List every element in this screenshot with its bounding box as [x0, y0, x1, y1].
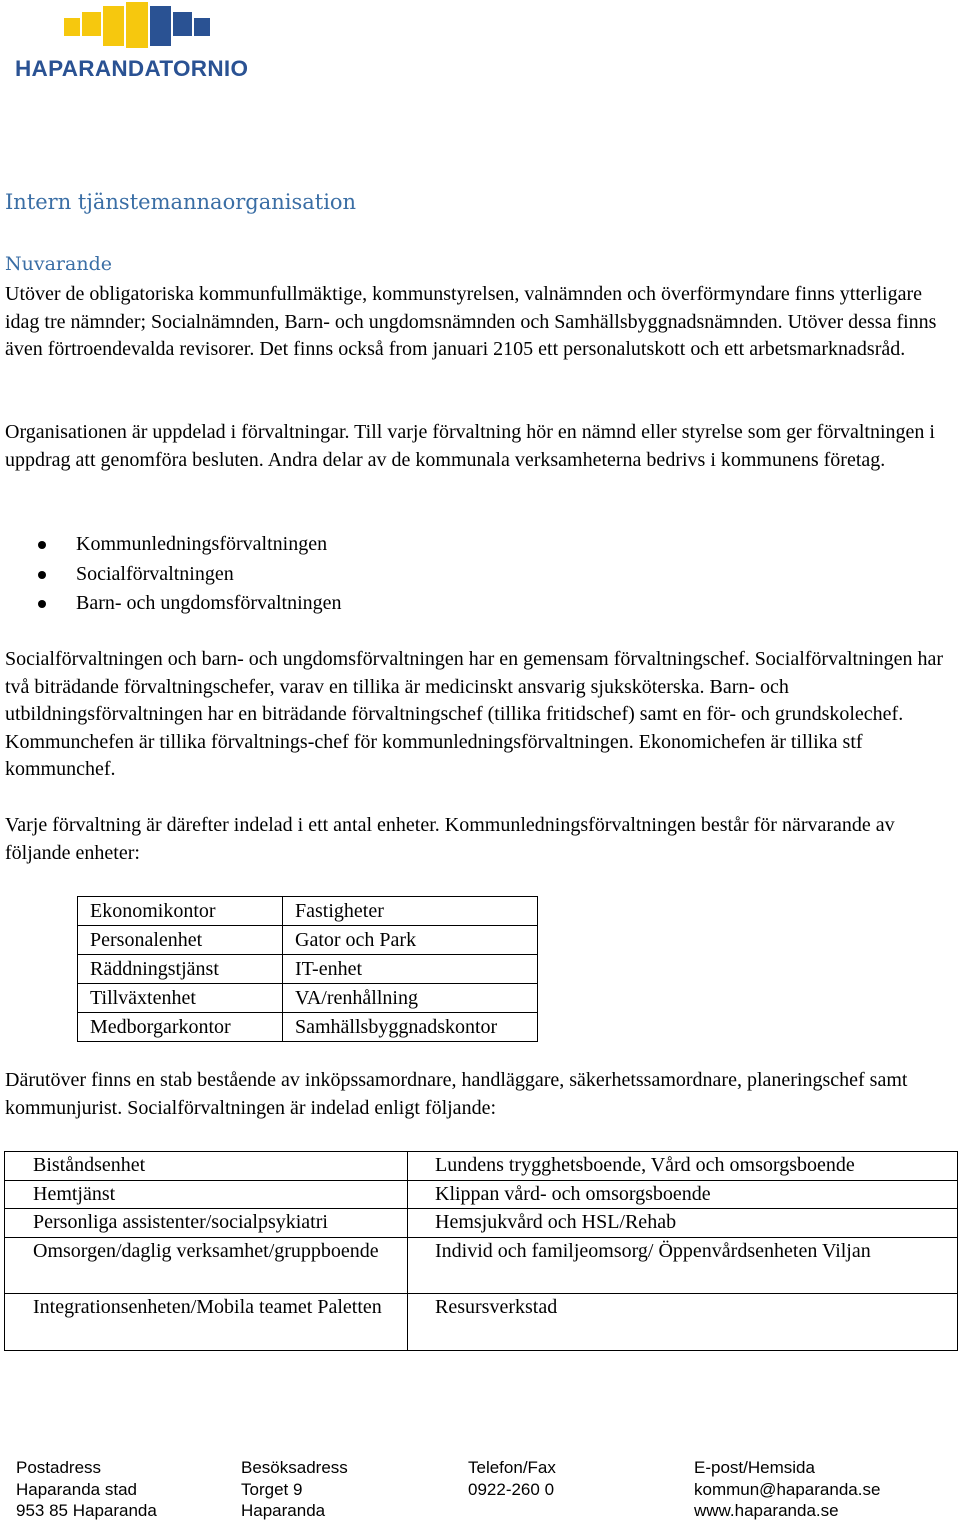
footer-web: E-post/Hemsida kommun@haparanda.se www.haparanda.se [694, 1458, 881, 1521]
social-services-table [4, 1151, 958, 1351]
table-row: Personliga assistenter/socialpsykiatri Hemsjukvård och HSL/Rehab [5, 1209, 958, 1238]
municipal-units-table [77, 896, 538, 1042]
paragraph-intro: Utöver de obligatoriska kommunfullmäktige, kommunstyrelsen, valnämnden och överförmyndare finns ytterligare idag tre nämnder; Socialnämnden, Barn- och ungdomsnämnden och Samhällsbyggnadsnämnden. Utöver dessa finns även förtroendevalda revisorer. Det finns också from januari 2105 ett personalutskott och ett arbetsmarknadsråd. [5, 283, 937, 361]
bullet-icon [38, 571, 46, 579]
table-row: Personalenhet Gator och Park [78, 926, 538, 955]
footer-email-link[interactable]: kommun@haparanda.se [694, 1479, 881, 1499]
table-row: Biståndsenhet Lundens trygghetsboende, Vård och omsorgsboende [5, 1152, 958, 1181]
paragraph-staff: Därutöver finns en stab bestående av inköpssamordnare, handläggare, säkerhetssamordnare, planeringschef samt kommunjurist. Socialförvaltningen är indelad enligt följande: [5, 1069, 908, 1119]
table-row: Integrationsenheten/Mobila teamet Paletten Resursverkstad [5, 1294, 958, 1351]
footer-visiting-address: Besöksadress Torget 9 Haparanda [241, 1458, 348, 1521]
list-item: Socialförvaltningen [38, 560, 342, 590]
table-row: Hemtjänst Klippan vård- och omsorgsboende [5, 1180, 958, 1209]
paragraph-management: Socialförvaltningen och barn- och ungdomsförvaltningen har en gemensam förvaltningschef. Socialförvaltningen har två biträdande förvaltningschefer, varav en tillika är medicinskt ansvarig sjuksköterska. Barn- och utbildningsförvaltningen har en biträdande förvaltningschef (tillika fritidschef) samt en för- och grundskolechef. Kommunchefen är tillika förvaltnings-chef för kommunledningsförvaltningen. Ekonomichefen är tillika stf kommunchef. [5, 648, 944, 781]
table-row: Ekonomikontor Fastigheter [78, 897, 538, 926]
list-item: Barn- och ungdomsförvaltningen [38, 589, 342, 619]
table-row: Omsorgen/daglig verksamhet/gruppboende Individ och familjeomsorg/ Öppenvårdsenheten Viljan [5, 1237, 958, 1294]
bullet-icon [38, 600, 46, 608]
footer-phone: Telefon/Fax 0922-260 0 [468, 1458, 556, 1499]
paragraph-units: Varje förvaltning är därefter indelad i ett antal enheter. Kommunledningsförvaltningen består för närvarande av följande enheter: [5, 814, 895, 864]
administration-list [38, 530, 342, 619]
bullet-icon [38, 541, 46, 549]
list-item: Kommunledningsförvaltningen [38, 530, 342, 560]
logo-wordmark: HAPARANDATORNIO [15, 56, 249, 81]
table-row: Räddningstjänst IT-enhet [78, 955, 538, 984]
section-heading: Nuvarande [5, 253, 112, 275]
table-row: Tillväxtenhet VA/renhållning [78, 984, 538, 1013]
page-title: Intern tjänstemannaorganisation [5, 190, 357, 214]
footer-postal-address: Postadress Haparanda stad 953 85 Haparanda [16, 1458, 157, 1521]
paragraph-organisation: Organisationen är uppdelad i förvaltningar. Till varje förvaltning hör en nämnd eller styrelse som ger förvaltningen i uppdrag att genomföra besluten. Andra delar av de kommunala verksamheterna bedrivs i kommunens företag. [5, 421, 935, 471]
footer-website-link[interactable]: www.haparanda.se [694, 1501, 839, 1521]
table-row: Medborgarkontor Samhällsbyggnadskontor [78, 1013, 538, 1042]
